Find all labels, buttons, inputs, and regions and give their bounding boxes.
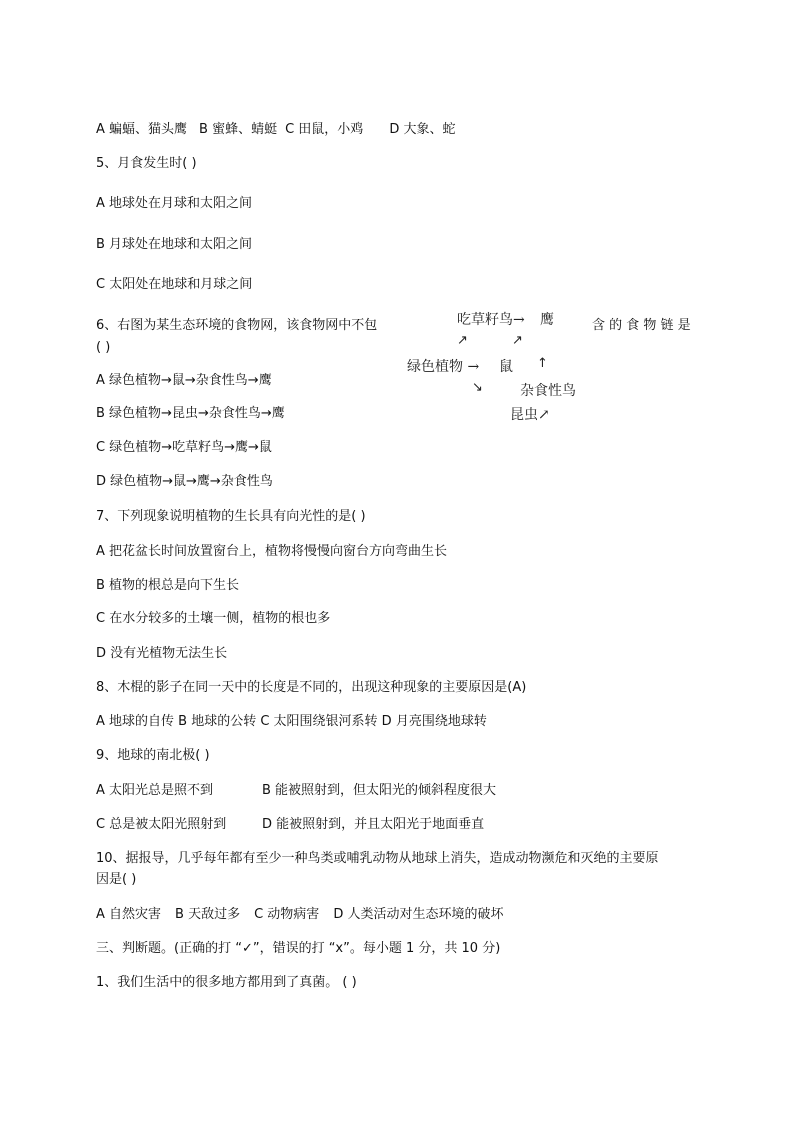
q4-option-c: C 田鼠，小鸡 [285,122,364,137]
q10-stem-line1: 10、据报导，几乎每年都有至少一种鸟类或哺乳动物从地球上消失，造成动物濒危和灭绝的主要原 [96,851,659,866]
q4-options [96,121,455,139]
node-seed-eating-bird: 吃草籽鸟→ [457,312,525,328]
node-green-plant: 绿色植物 → [407,359,480,375]
q6-stem-left: 6、右图为某生态环境的食物网，该食物网中不包 [96,318,378,333]
arrow-se-icon: ↘ [472,380,483,395]
q10-options [96,906,503,924]
node-mouse: 鼠 [499,359,513,375]
node-insect: 昆虫↗ [510,407,550,423]
q10-stem-line2: 因是( ) [96,872,137,887]
q5-stem: 5、月食发生时( ) [96,156,197,171]
q7-option-a: A 把花盆长时间放置窗台上，植物将慢慢向窗台方向弯曲生长 [96,544,448,559]
q8-options: A 地球的自传 B 地球的公转 C 太阳围绕银河系转 D 月亮围绕地球转 [96,714,487,729]
q5-option-b: B 月球处在地球和太阳之间 [96,237,253,252]
q5-option-a: A 地球处在月球和太阳之间 [96,196,253,211]
arrow-ne-icon: ↗ [512,333,523,348]
q4-option-b: B 蜜蜂、蜻蜓 [199,122,278,137]
q8-stem: 8、木棍的影子在同一天中的长度是不同的，出现这种现象的主要原因是(A) [96,680,527,695]
q6-option-b: B 绿色植物→昆虫→杂食性鸟→鹰 [96,406,285,421]
node-omnivorous-bird: 杂食性鸟 [520,383,576,399]
arrow-up-icon: ↑ [537,356,548,371]
q9-option-b: B 能被照射到，但太阳光的倾斜程度很大 [262,783,497,798]
q6-option-c: C 绿色植物→吃草籽鸟→鹰→鼠 [96,440,272,455]
q9-option-a: A 太阳光总是照不到 [96,783,214,798]
q10-option-c: C 动物病害 [254,907,320,922]
q7-option-d: D 没有光植物无法生长 [96,646,228,661]
q4-option-a: A 蝙蝠、猫头鹰 [96,122,188,137]
section-3-q1: 1、我们生活中的很多地方都用到了真菌。 ( ) [96,975,357,990]
q7-stem: 7、下列现象说明植物的生长具有向光性的是( ) [96,509,366,524]
q4-option-d: D 大象、蛇 [389,122,456,137]
q9-stem: 9、地球的南北极( ) [96,748,210,763]
q6-stem-right: 含 的 食 物 链 是 [592,318,691,333]
q9-option-d: D 能被照射到，并且太阳光于地面垂直 [262,817,485,832]
q7-option-b: B 植物的根总是向下生长 [96,578,240,593]
q10-option-b: B 天敌过多 [175,907,241,922]
q7-option-c: C 在水分较多的土壤一侧，植物的根也多 [96,611,331,626]
node-eagle: 鹰 [540,312,554,328]
q9-option-c: C 总是被太阳光照射到 [96,817,227,832]
q10-option-d: D 人类活动对生态环境的破坏 [333,907,504,922]
q6-option-a: A 绿色植物→鼠→杂食性鸟→鹰 [96,373,272,388]
q6-paren: ( ) [96,340,111,355]
q6-option-d: D 绿色植物→鼠→鹰→杂食性鸟 [96,474,273,489]
q10-option-a: A 自然灾害 [96,907,162,922]
section-3-title: 三、判断题。(正确的打 “✓”，错误的打 “x”。每小题 1 分，共 10 分) [96,941,501,956]
q5-option-c: C 太阳处在地球和月球之间 [96,277,253,292]
arrow-ne-icon: ↗ [457,333,468,348]
